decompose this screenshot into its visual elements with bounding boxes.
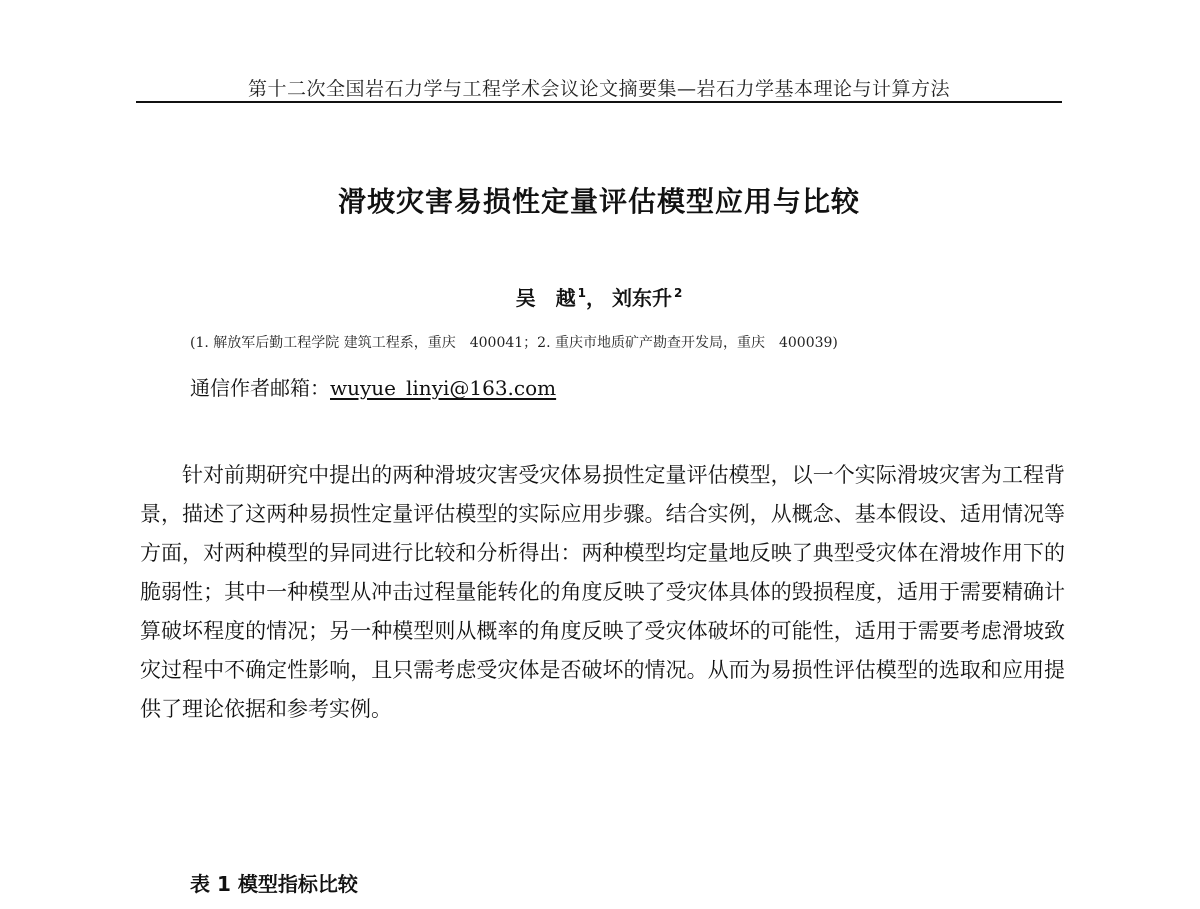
abstract-paragraph: 针对前期研究中提出的两种滑坡灾害受灾体易损性定量评估模型，以一个实际滑坡灾害为工程背景，描述了这两种易损性定量评估模型的实际应用步骤。结合实例，从概念、基本假设、适用情况等方面，对两种模型的异同进行比较和分析得出：两种模型均定量地反映了典型受灾体在滑坡作用下的脆弱性；其中一种模型从冲击过程量能转化的角度反映了受灾体具体的毁损程度，适用于需要精确计算破坏程度的情况；另一种模型则从概率的角度反映了受灾体破坏的可能性，适用于需要考虑滑坡致灾过程中不确定性影响，且只需考虑受灾体是否破坏的情况。从而为易损性评估模型的选取和应用提供了理论依据和参考实例。	[140, 463, 1065, 721]
author-separator: ，	[586, 286, 606, 310]
affiliations: (1. 解放军后勤工程学院 建筑工程系，重庆 400041；2. 重庆市地质矿产勘查开发局，重庆 400039)	[190, 335, 838, 351]
author-name: 刘东升	[612, 286, 672, 310]
table-caption: 表 1 模型指标比较	[190, 872, 358, 896]
author-line	[136, 282, 1062, 311]
running-header: 第十二次全国岩石力学与工程学术会议论文摘要集—岩石力学基本理论与计算方法	[247, 78, 950, 100]
correspondence-email-line	[190, 372, 568, 401]
affiliation-mark: 2	[674, 286, 683, 301]
email-link[interactable]: wuyue_linyi@163.com	[330, 376, 557, 400]
author-name: 吴 越	[515, 286, 576, 310]
affiliation-mark: 1	[577, 286, 586, 301]
email-label: 通信作者邮箱：	[190, 376, 330, 400]
paper-title: 滑坡灾害易损性定量评估模型应用与比较	[337, 185, 860, 218]
header-rule	[136, 101, 1062, 103]
